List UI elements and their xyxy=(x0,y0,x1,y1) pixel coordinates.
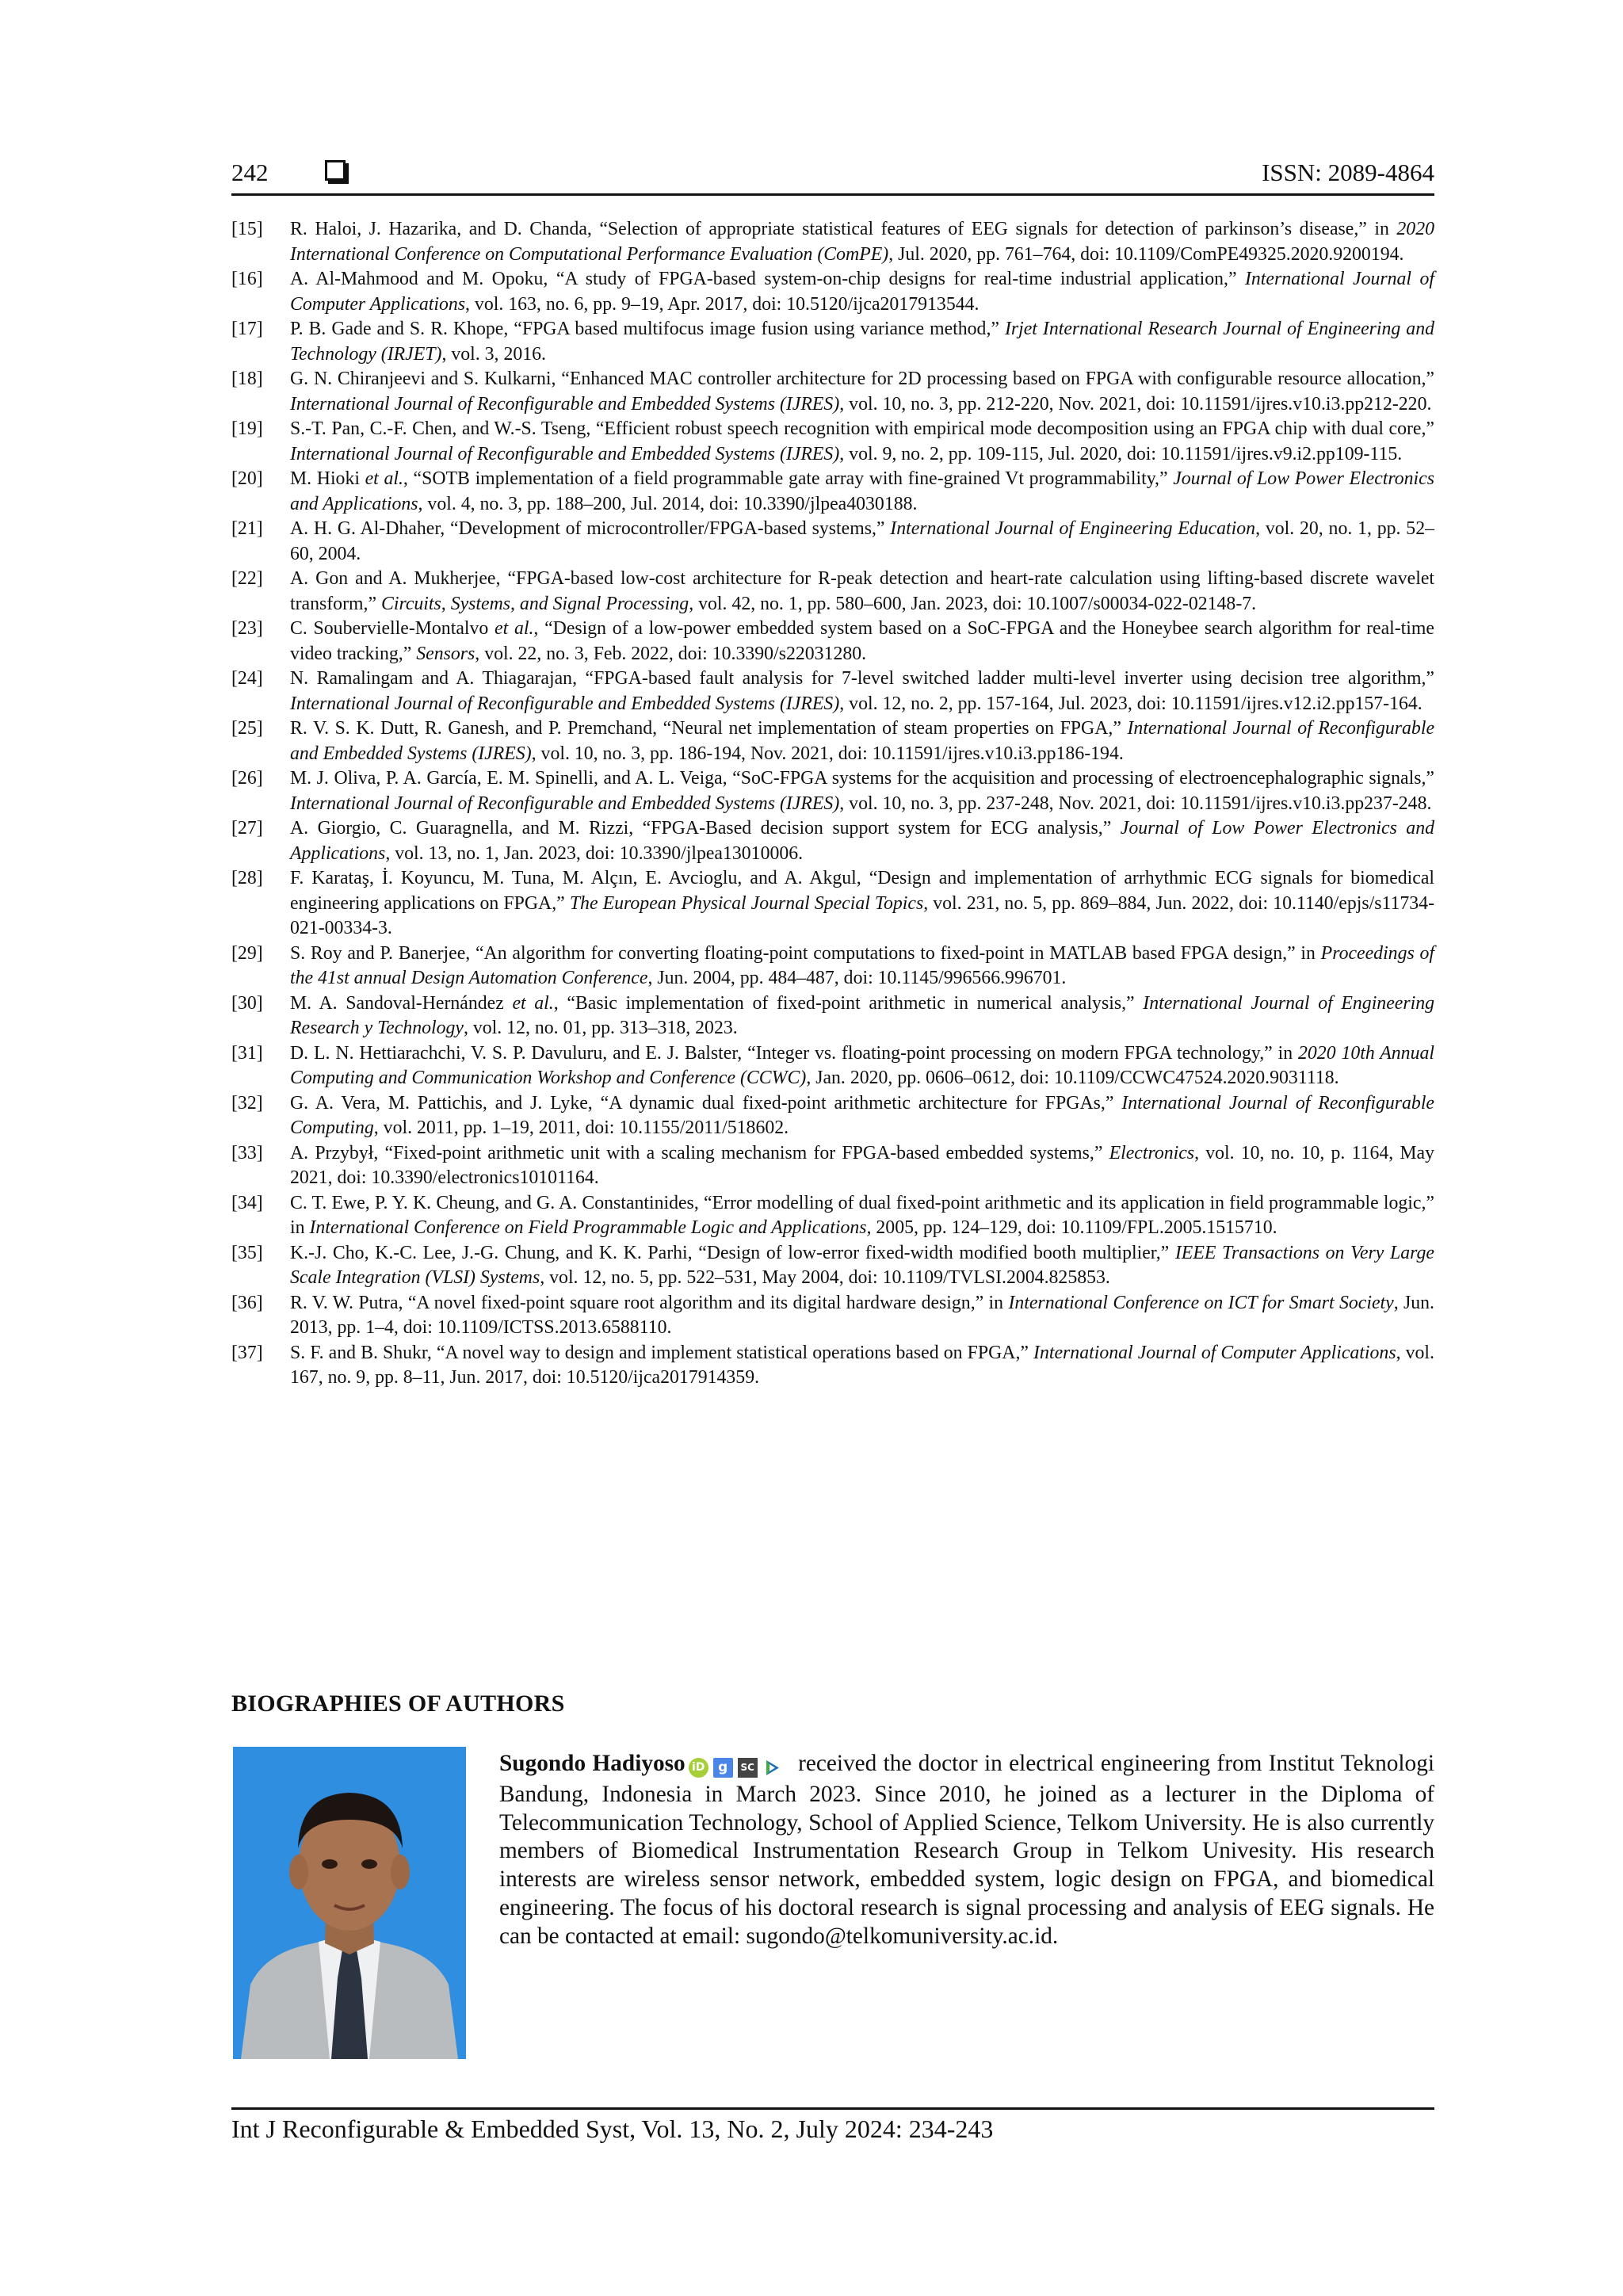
reference-text-part: S.-T. Pan, C.-F. Chen, and W.-S. Tseng, “Efficient robust speech recognition with empirical mode decomposition using an FPGA chip with dual core,” xyxy=(290,418,1434,439)
reference-text xyxy=(290,942,1434,991)
reference-text-part: D. L. N. Hettiarachchi, V. S. P. Davuluru, and E. J. Balster, “Integer vs. floating-point processing on modern FPGA technology,” in xyxy=(290,1042,1298,1064)
reference-text-part: G. A. Vera, M. Pattichis, and J. Lyke, “A dynamic dual fixed-point arithmetic architecture for FPGAs,” xyxy=(290,1092,1122,1114)
page-number: 242 xyxy=(231,159,269,186)
reference-text-part: P. B. Gade and S. R. Khope, “FPGA based multifocus image fusion using variance method,” xyxy=(290,319,1005,339)
reference-text-part: N. Ramalingam and A. Thiagarajan, “FPGA-based fault analysis for 7-level switched ladder multi-level inverter using decision tree algorithm,” xyxy=(290,668,1434,689)
reference-venue: International Conference on Field Programmable Logic and Applications, xyxy=(309,1217,872,1238)
reference-item xyxy=(231,667,1434,716)
author-bio-body: received the doctor in electrical engineering from Institut Teknologi Bandung, Indonesia in March 2023. Since 2010, he joined as a lecturer in the Diploma of Telecommunication Technology, School of Applied Science, Telkom University. He is also currently members of Biomedical Instrumentation Research Group in Telkom Univesity. His research interests are wireless sensor network, embedded system, logic design on FPGA, and biomedical engineering. The focus of his doctoral research is signal processing and analysis of EEG signals. He can be contacted at email: sugondo@telkomuniversity.ac.id. xyxy=(499,1751,1434,1949)
reference-text xyxy=(290,267,1434,317)
reference-text xyxy=(290,517,1434,567)
reference-item xyxy=(231,267,1434,317)
reference-text-part: C. T. Ewe, P. Y. K. Cheung, and G. A. Constantinides, “Error modelling of dual fixed-point arithmetic and its application in field programmable logic,” in xyxy=(290,1192,1434,1238)
author-photo xyxy=(233,1747,466,2059)
reference-item xyxy=(231,1041,1434,1091)
reference-text xyxy=(290,417,1434,467)
reference-number: [35] xyxy=(231,1242,263,1263)
reference-number: [30] xyxy=(231,992,263,1014)
reference-text-part: , vol. 10, no. 3, pp. 237-248, Nov. 2021, doi: 10.11591/ijres.v10.i3.pp237-248. xyxy=(839,793,1432,814)
reference-number: [34] xyxy=(231,1192,263,1213)
reference-text-part: , “SOTB implementation of a field programmable gate array with fine-grained Vt programmability,” xyxy=(403,468,1174,489)
reference-text-part: A. H. G. Al-Dhaher, “Development of microcontroller/FPGA-based systems,” xyxy=(290,518,891,539)
reference-item xyxy=(231,866,1434,942)
page-footer: Int J Reconfigurable & Embedded Syst, Vol. 13, No. 2, July 2024: 234-243 xyxy=(231,2107,1434,2145)
reference-text xyxy=(290,991,1434,1041)
reference-text xyxy=(290,617,1434,667)
reference-item xyxy=(231,617,1434,667)
reference-text-part: , vol. 10, no. 10, p. 1164, May 2021, doi: 10.3390/electronics10101164. xyxy=(290,1142,1434,1188)
reference-item xyxy=(231,716,1434,766)
reference-number: [33] xyxy=(231,1142,263,1163)
reference-text xyxy=(290,766,1434,816)
reference-text-part: , Jul. 2020, pp. 761–764, doi: 10.1109/ComPE49325.2020.9200194. xyxy=(888,243,1404,265)
reference-number: [19] xyxy=(231,418,263,439)
reference-venue: Journal of Low Power Electronics and Applications xyxy=(290,818,1434,864)
reference-item xyxy=(231,217,1434,267)
reference-number: [28] xyxy=(231,868,263,888)
reference-item xyxy=(231,367,1434,417)
reference-item xyxy=(231,467,1434,517)
reference-text-part: G. N. Chiranjeevi and S. Kulkarni, “Enhanced MAC controller architecture for 2D processing based on FPGA with configurable resource allocation,” xyxy=(290,369,1434,389)
reference-text-part: , Jan. 2020, pp. 0606–0612, doi: 10.1109/CCWC47524.2020.9031118. xyxy=(806,1068,1339,1088)
reference-venue: International Journal of Reconfigurable and Embedded Systems (IJRES) xyxy=(290,718,1435,764)
author-profile-icons xyxy=(689,1752,787,1781)
reference-text xyxy=(290,1041,1434,1091)
reference-venue: 2020 10th Annual Computing and Communication Workshop and Conference (CCWC) xyxy=(290,1042,1434,1088)
reference-number: [23] xyxy=(231,618,263,639)
reference-item xyxy=(231,567,1434,617)
reference-number: [21] xyxy=(231,518,263,539)
reference-item xyxy=(231,317,1434,367)
reference-item xyxy=(231,991,1434,1041)
reference-text-part: , vol. 3, 2016. xyxy=(441,343,546,365)
reference-text-part: , vol. 2011, pp. 1–19, 2011, doi: 10.1155/2011/518602. xyxy=(373,1117,789,1138)
reference-item xyxy=(231,1241,1434,1291)
reference-venue: Proceedings of the 41st annual Design Automation Conference xyxy=(290,942,1434,988)
reference-venue: International Journal of Reconfigurable and Embedded Systems (IJRES) xyxy=(290,693,840,714)
reference-text-part: , vol. 13, no. 1, Jan. 2023, doi: 10.3390/jlpea13010006. xyxy=(385,842,804,864)
reference-number: [31] xyxy=(231,1042,263,1064)
reference-text xyxy=(290,866,1434,942)
reference-text xyxy=(290,367,1434,417)
reference-venue: The European Physical Journal Special Topics xyxy=(569,892,924,914)
reference-text-part: R. Haloi, J. Hazarika, and D. Chanda, “Selection of appropriate statistical features of EEG signals for detection of parkinson’s disease,” in xyxy=(290,219,1397,239)
reference-venue: Circuits, Systems, and Signal Processing xyxy=(380,593,689,614)
reference-text xyxy=(290,317,1434,367)
reference-item xyxy=(231,517,1434,567)
reference-number: [27] xyxy=(231,818,263,839)
square-box-icon xyxy=(325,160,346,181)
reference-number: [37] xyxy=(231,1342,263,1363)
reference-text xyxy=(290,1191,1434,1241)
reference-number: [29] xyxy=(231,942,263,964)
reference-text-part: , vol. 10, no. 3, pp. 186-194, Nov. 2021, doi: 10.11591/ijres.v10.i3.pp186-194. xyxy=(531,743,1124,764)
reference-venue: Sensors xyxy=(416,643,475,664)
reference-venue: International Journal of Engineering Education xyxy=(890,518,1256,539)
reference-text-part: M. A. Sandoval-Hernández xyxy=(290,992,513,1014)
reference-text xyxy=(290,667,1434,716)
reference-venue: International Conference on ICT for Smart Society xyxy=(1008,1292,1394,1313)
reference-venue: et al. xyxy=(365,468,403,489)
reference-number: [26] xyxy=(231,768,263,789)
reference-text-part: C. Soubervielle-Montalvo xyxy=(290,618,495,639)
reference-text-part: A. Al-Mahmood and M. Opoku, “A study of FPGA-based system-on-chip designs for real-time industrial application,” xyxy=(290,269,1245,289)
reference-text xyxy=(290,217,1434,267)
reference-item xyxy=(231,766,1434,816)
reference-venue: Electronics xyxy=(1109,1142,1195,1163)
reference-item xyxy=(231,816,1434,866)
reference-text-part: , Jun. 2013, pp. 1–4, doi: 10.1109/ICTSS.2013.6588110. xyxy=(290,1292,1434,1338)
reference-venue: 2020 International Conference on Computational Performance Evaluation (ComPE) xyxy=(290,219,1434,265)
reference-text xyxy=(290,816,1434,866)
reference-item xyxy=(231,1091,1434,1141)
reference-text-part: A. Gon and A. Mukherjee, “FPGA-based low-cost architecture for R-peak detection and heart-rate calculation using lifting-based discrete wavelet transform,” xyxy=(290,568,1434,614)
reference-text xyxy=(290,1141,1434,1191)
reference-venue: International Journal of Reconfigurable and Embedded Systems (IJRES) xyxy=(290,393,840,415)
reference-text-part: , “Basic implementation of fixed-point arithmetic in numerical analysis,” xyxy=(553,992,1144,1014)
reference-item xyxy=(231,1341,1434,1391)
reference-number: [17] xyxy=(231,319,263,339)
reference-text-part: , vol. 10, no. 3, pp. 212-220, Nov. 2021, doi: 10.11591/ijres.v10.i3.pp212-220. xyxy=(839,393,1432,415)
reference-text-part: , “Design of a low-power embedded system based on a SoC-FPGA and the Honeybee search algorithm for real-time video tracking,” xyxy=(290,618,1434,664)
reference-venue: International Journal of Reconfigurable Computing xyxy=(290,1092,1434,1138)
reference-text-part: S. F. and B. Shukr, “A novel way to design and implement statistical operations based on FPGA,” xyxy=(290,1342,1034,1363)
reference-number: [36] xyxy=(231,1292,263,1313)
author-name: Sugondo Hadiyoso xyxy=(499,1751,685,1776)
reference-item xyxy=(231,942,1434,991)
reference-number: [18] xyxy=(231,369,263,389)
reference-text-part: , vol. 12, no. 01, pp. 313–318, 2023. xyxy=(463,1018,738,1038)
reference-text-part: , Jun. 2004, pp. 484–487, doi: 10.1145/996566.996701. xyxy=(647,968,1067,988)
reference-venue: et al. xyxy=(495,618,534,639)
reference-text xyxy=(290,1241,1434,1291)
reference-text-part: , vol. 12, no. 5, pp. 522–531, May 2004, doi: 10.1109/TVLSI.2004.825853. xyxy=(540,1267,1110,1288)
reference-text xyxy=(290,1291,1434,1341)
references-list xyxy=(231,217,1434,1391)
reference-text-part: , vol. 163, no. 6, pp. 9–19, Apr. 2017, doi: 10.5120/ijca2017913544. xyxy=(465,293,980,315)
reference-text-part: M. Hioki xyxy=(290,468,365,489)
reference-text-part: , vol. 167, no. 9, pp. 8–11, Jun. 2017, doi: 10.5120/ijca2017914359. xyxy=(290,1342,1434,1388)
reference-item xyxy=(231,417,1434,467)
reference-text-part: 2005, pp. 124–129, doi: 10.1109/FPL.2005.1515710. xyxy=(871,1217,1277,1238)
reference-number: [16] xyxy=(231,269,263,289)
reference-item xyxy=(231,1191,1434,1241)
reference-venue: International Journal of Engineering Research y Technology xyxy=(290,992,1434,1038)
reference-text-part: , vol. 4, no. 3, pp. 188–200, Jul. 2014, doi: 10.3390/jlpea4030188. xyxy=(418,493,918,514)
google-scholar-icon[interactable]: g xyxy=(713,1758,733,1778)
reference-text-part: A. Giorgio, C. Guaragnella, and M. Rizzi, “FPGA-Based decision support system for ECG analysis,” xyxy=(290,818,1121,839)
reference-number: [24] xyxy=(231,668,263,689)
reference-text-part: A. Przybył, “Fixed-point arithmetic unit with a scaling mechanism for FPGA-based embedded systems,” xyxy=(290,1142,1109,1163)
reference-text-part: R. V. S. K. Dutt, R. Ganesh, and P. Premchand, “Neural net implementation of steam properties on FPGA,” xyxy=(290,718,1128,739)
reference-venue: International Journal of Reconfigurable and Embedded Systems (IJRES) xyxy=(290,443,840,464)
reference-text-part: K.-J. Cho, K.-C. Lee, J.-G. Chung, and K. K. Parhi, “Design of low-error fixed-width modified booth multiplier,” xyxy=(290,1242,1175,1263)
author-biography xyxy=(499,1750,1434,1951)
reference-venue: International Journal of Reconfigurable and Embedded Systems (IJRES) xyxy=(290,793,840,814)
publons-icon[interactable] xyxy=(762,1758,782,1778)
scopus-icon[interactable]: SC xyxy=(738,1758,758,1778)
reference-venue: Irjet International Research Journal of Engineering and Technology (IRJET) xyxy=(290,319,1434,365)
reference-text-part: , vol. 20, no. 1, pp. 52–60, 2004. xyxy=(290,518,1434,564)
reference-text xyxy=(290,567,1434,617)
reference-venue: International Journal of Computer Applications xyxy=(1033,1342,1396,1363)
page-header xyxy=(231,152,1434,196)
reference-text-part: , vol. 231, no. 5, pp. 869–884, Jun. 2022, doi: 10.1140/epjs/s11734-021-00334-3. xyxy=(290,892,1434,938)
issn-label: ISSN: 2089-4864 xyxy=(1262,159,1434,186)
reference-number: [32] xyxy=(231,1092,263,1114)
reference-text-part: R. V. W. Putra, “A novel fixed-point square root algorithm and its digital hardware design,” in xyxy=(290,1292,1009,1313)
reference-text xyxy=(290,467,1434,517)
reference-text-part: S. Roy and P. Banerjee, “An algorithm for converting floating-point computations to fixed-point in MATLAB based FPGA design,” in xyxy=(290,942,1321,964)
reference-number: [15] xyxy=(231,219,263,239)
reference-item xyxy=(231,1141,1434,1191)
reference-text-part: , vol. 9, no. 2, pp. 109-115, Jul. 2020, doi: 10.11591/ijres.v9.i2.pp109-115. xyxy=(839,443,1403,464)
reference-number: [20] xyxy=(231,468,263,489)
reference-item xyxy=(231,1291,1434,1341)
reference-text-part: F. Karataş, İ. Koyuncu, M. Tuna, M. Alçın, E. Avcioglu, and A. Akgul, “Design and implementation of arrhythmic ECG signals for biomedical engineering applications on FPGA,” xyxy=(290,868,1434,914)
reference-text xyxy=(290,1341,1434,1391)
reference-text-part: M. J. Oliva, P. A. García, E. M. Spinelli, and A. L. Veiga, “SoC-FPGA systems for the acquisition and processing of electroencephalographic signals,” xyxy=(290,768,1434,789)
biographies-heading: BIOGRAPHIES OF AUTHORS xyxy=(231,1690,565,1717)
reference-venue: IEEE Transactions on Very Large Scale Integration (VLSI) Systems xyxy=(290,1242,1434,1288)
reference-text xyxy=(290,1091,1434,1141)
reference-venue: International Journal of Computer Applications xyxy=(290,269,1434,315)
reference-text-part: , vol. 22, no. 3, Feb. 2022, doi: 10.3390/s22031280. xyxy=(475,643,867,664)
reference-text xyxy=(290,716,1434,766)
reference-text-part: , vol. 12, no. 2, pp. 157-164, Jul. 2023, doi: 10.11591/ijres.v12.i2.pp157-164. xyxy=(839,693,1423,714)
reference-text-part: , vol. 42, no. 1, pp. 580–600, Jan. 2023, doi: 10.1007/s00034-022-02148-7. xyxy=(689,593,1257,614)
reference-number: [25] xyxy=(231,718,263,739)
orcid-icon[interactable]: iD xyxy=(689,1758,708,1778)
reference-number: [22] xyxy=(231,568,263,589)
reference-venue: Journal of Low Power Electronics and Applications xyxy=(290,468,1434,514)
reference-venue: et al. xyxy=(512,992,554,1014)
